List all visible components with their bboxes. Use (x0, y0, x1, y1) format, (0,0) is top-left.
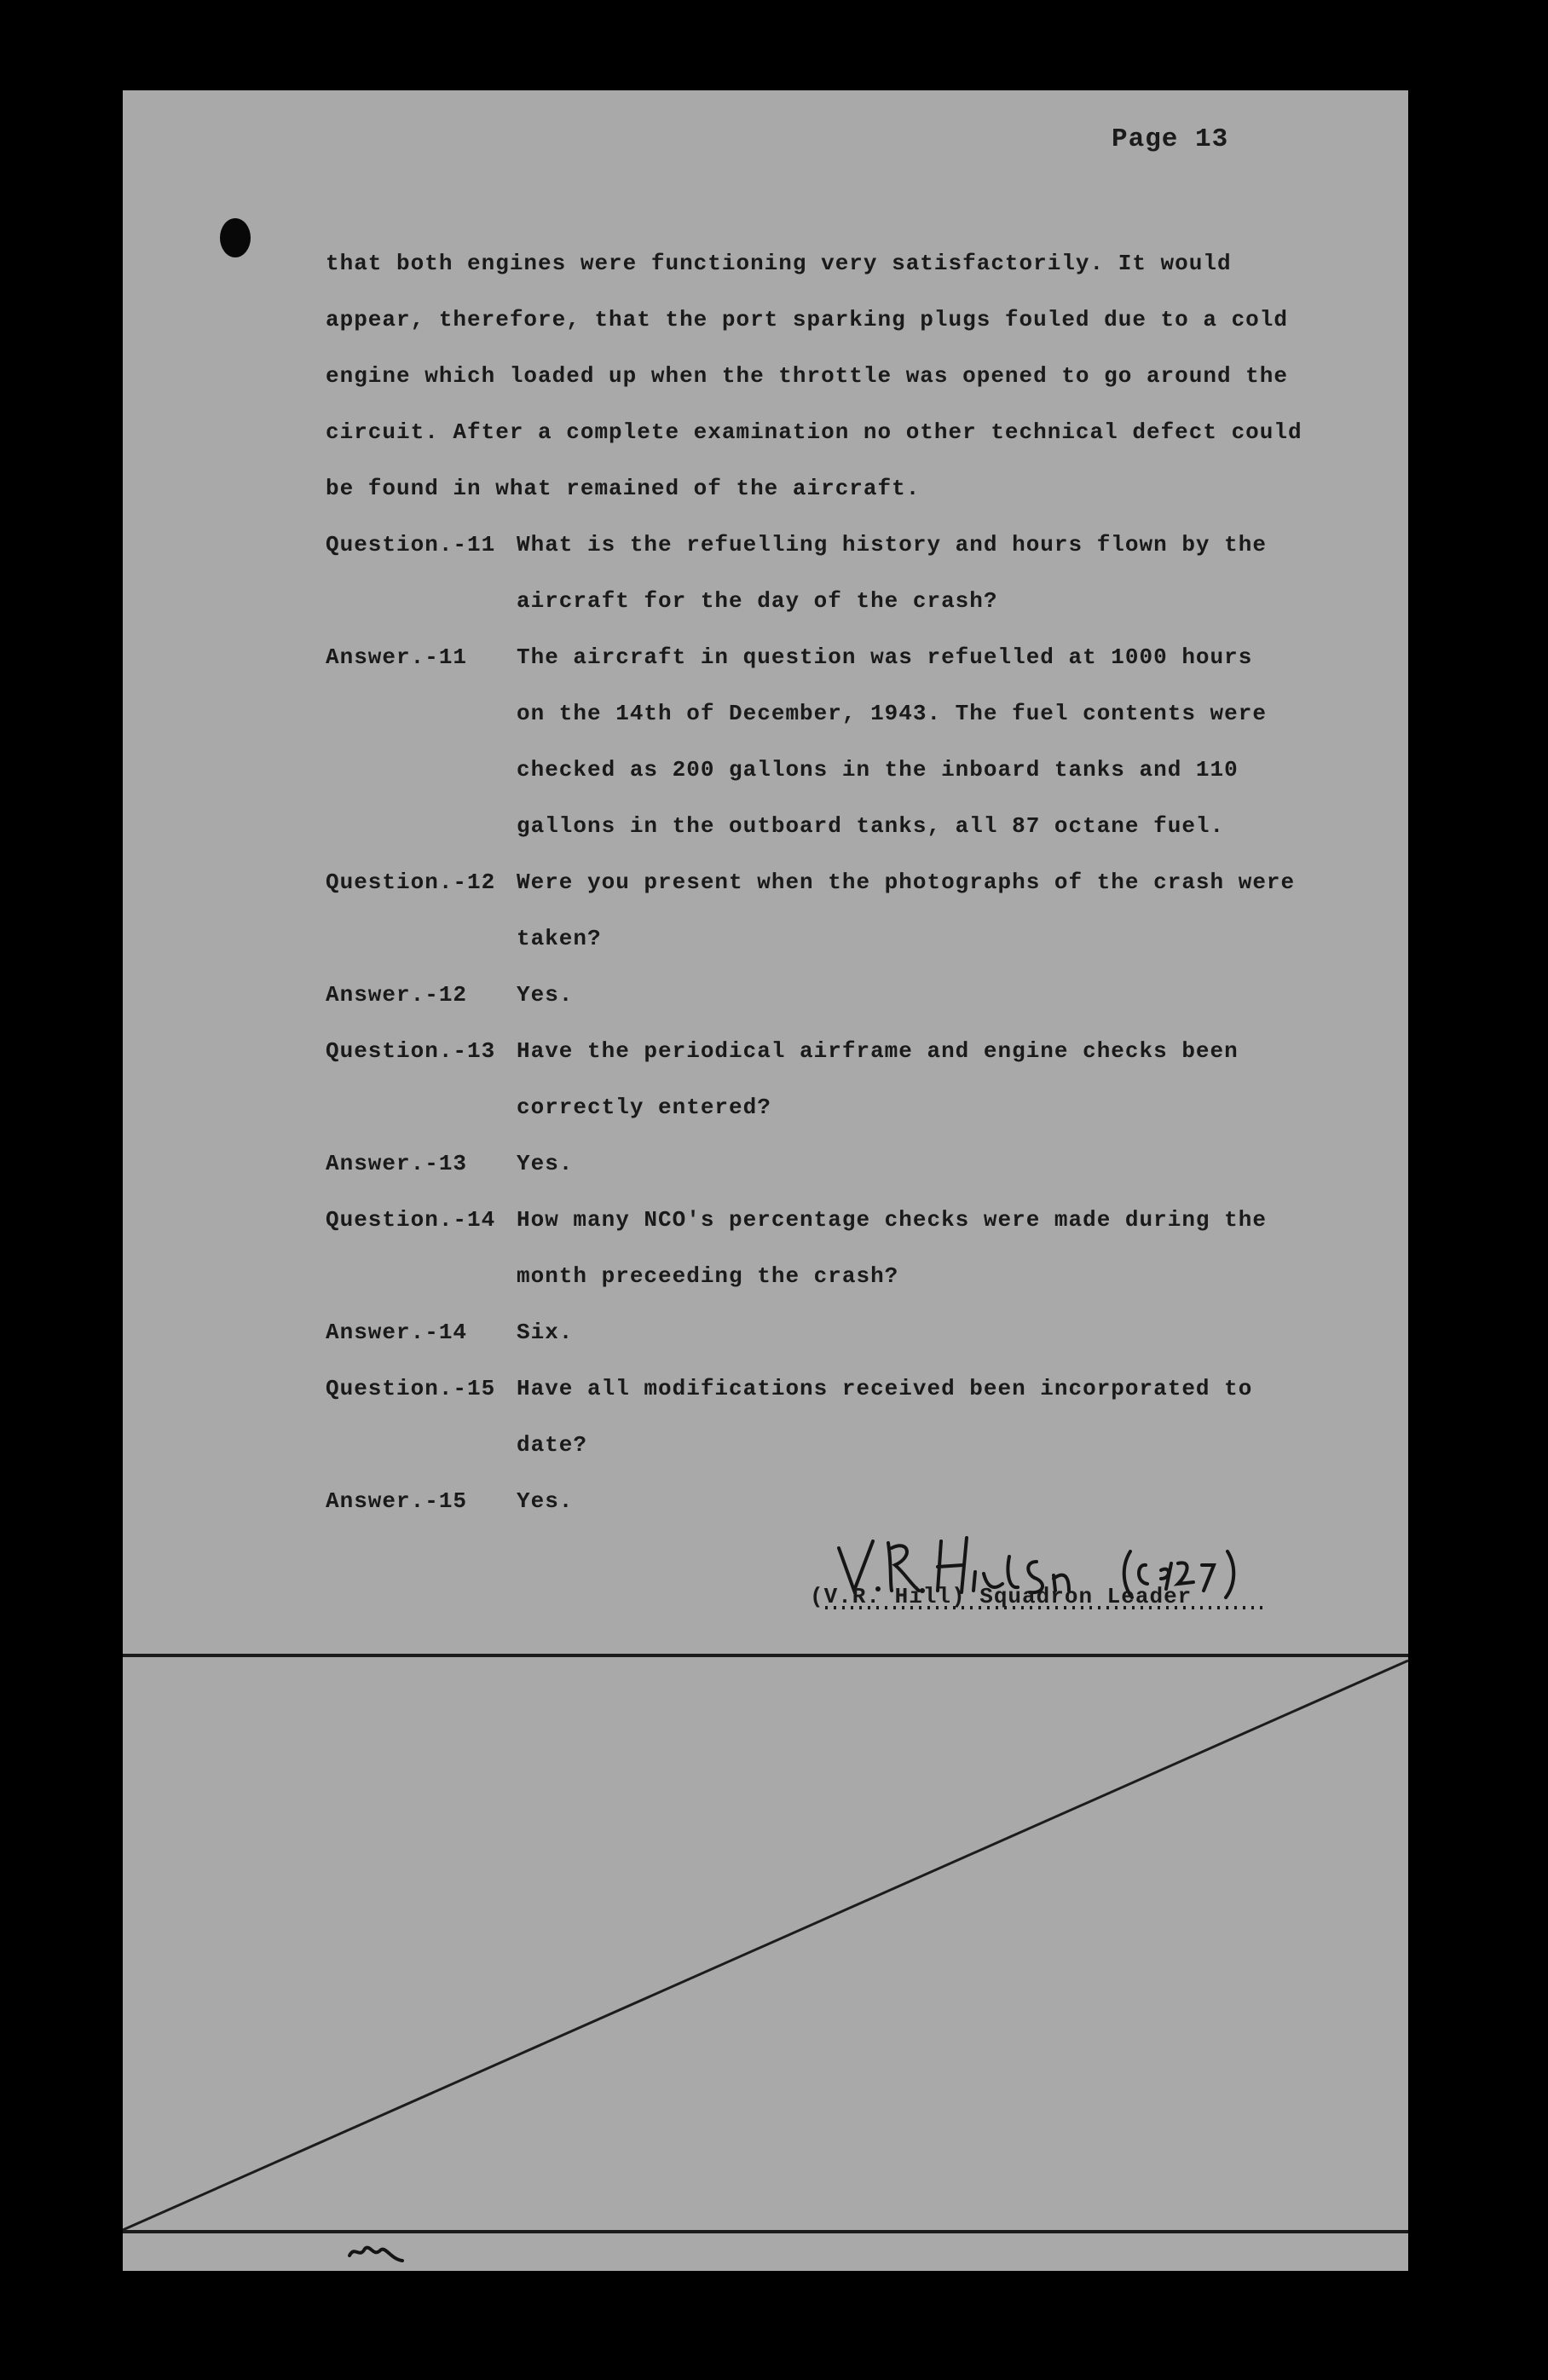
qa-line: What is the refuelling history and hours flown by the (517, 532, 1267, 557)
qa-line: checked as 200 gallons in the inboard tanks and 110 (517, 757, 1239, 783)
qa-line: Yes. (517, 1151, 574, 1176)
qa-line: Six. (517, 1320, 574, 1345)
body-line: that both engines were functioning very satisfactorily. It would (326, 251, 1232, 276)
qa-label: Question.-13 (326, 1038, 496, 1064)
body-line: be found in what remained of the aircraft. (326, 476, 921, 501)
page-number: Page 13 (1112, 124, 1229, 154)
qa-line: The aircraft in question was refuelled at 1000 hours (517, 644, 1253, 670)
document-page (123, 90, 1408, 2271)
qa-line: correctly entered? (517, 1095, 771, 1120)
qa-label: Answer.-13 (326, 1151, 468, 1176)
qa-line: gallons in the outboard tanks, all 87 octane fuel. (517, 813, 1225, 839)
qa-line: date? (517, 1432, 588, 1458)
qa-label: Question.-11 (326, 532, 496, 557)
qa-line: taken? (517, 926, 602, 951)
qa-line: month preceeding the crash? (517, 1263, 899, 1289)
qa-line: Have the periodical airframe and engine checks been (517, 1038, 1239, 1064)
qa-line: Yes. (517, 982, 574, 1008)
qa-line: Have all modifications received been incorporated to (517, 1376, 1253, 1401)
body-line: engine which loaded up when the throttle was opened to go around the (326, 363, 1288, 389)
ink-mark-icon (346, 2240, 406, 2266)
signature-caption: (V.R. Hill) Squadron Leader (810, 1584, 1193, 1609)
qa-line: aircraft for the day of the crash? (517, 588, 998, 614)
qa-label: Answer.-11 (326, 644, 468, 670)
qa-line: Yes. (517, 1488, 574, 1514)
qa-label: Question.-12 (326, 869, 496, 895)
qa-label: Answer.-14 (326, 1320, 468, 1345)
qa-line: Were you present when the photographs of the crash were (517, 869, 1296, 895)
body-line: circuit. After a complete examination no other technical defect could (326, 419, 1303, 445)
body-line: appear, therefore, that the port sparking plugs fouled due to a cold (326, 307, 1288, 332)
qa-label: Question.-14 (326, 1207, 496, 1233)
cancelled-section-lines (123, 90, 1408, 2271)
qa-label: Question.-15 (326, 1376, 496, 1401)
qa-label: Answer.-12 (326, 982, 468, 1008)
qa-label: Answer.-15 (326, 1488, 468, 1514)
qa-line: on the 14th of December, 1943. The fuel contents were (517, 701, 1267, 726)
qa-line: How many NCO's percentage checks were made during the (517, 1207, 1267, 1233)
